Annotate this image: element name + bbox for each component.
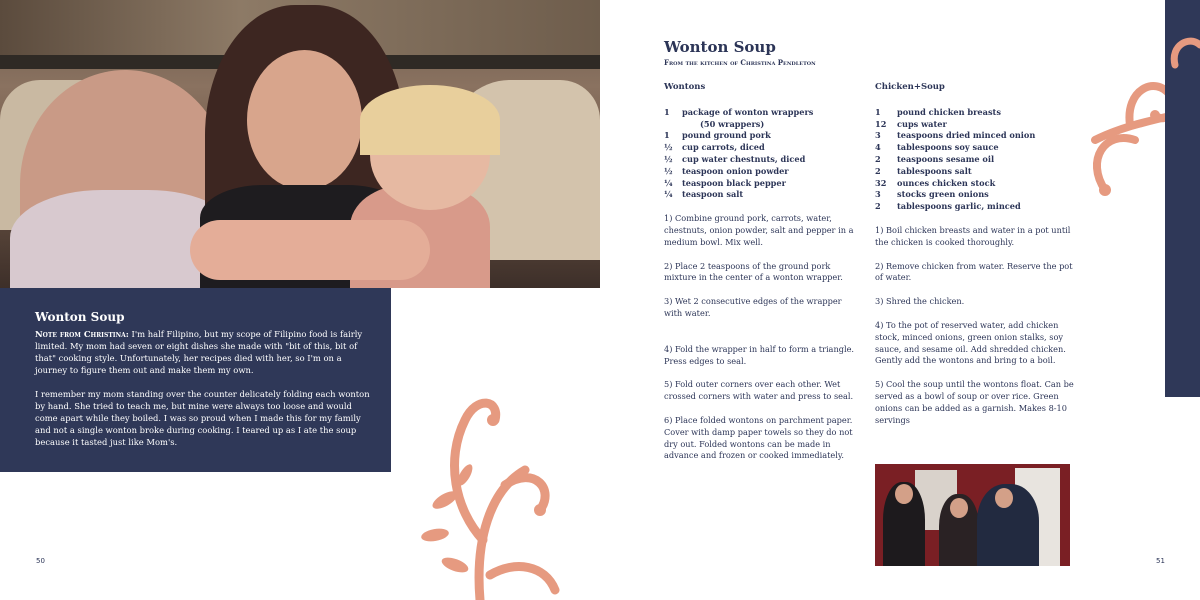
ingredient-row: 2 tablespoons garlic, minced: [875, 201, 1021, 212]
ingredient-row: 1 package of wonton wrappers: [664, 106, 814, 117]
soup-steps: [875, 225, 1075, 426]
ingredient-row: ¼ teaspoon black pepper: [664, 177, 786, 188]
soup-ingredients: [875, 107, 1075, 213]
wontons-column: [664, 82, 858, 474]
wonton-step: 2) Place 2 teaspoons of the ground pork mixture in the center of a wonton wrapper.: [664, 260, 843, 283]
ingredient-row: ½ teaspoon onion powder: [664, 165, 789, 176]
soup-step: 4) To the pot of reserved water, add chicken stock, minced onions, green onion stalks, soy sauce, and sesame oil. Add shredded chicken. Gently add the wontons and bring to a boil.: [875, 319, 1066, 366]
wontons-steps: [664, 213, 858, 462]
soup-step: 1) Boil chicken breasts and water in a pot until the chicken is cooked thoroughly.: [875, 224, 1071, 247]
note-body: [35, 328, 375, 460]
ingredient-row: 1 pound ground pork: [664, 130, 771, 141]
right-page: [600, 0, 1200, 600]
wonton-step: 3) Wet 2 consecutive edges of the wrapper with water.: [664, 296, 842, 318]
ingredient-row: (50 wrappers): [700, 118, 765, 129]
ingredient-row: 12 cups water: [875, 118, 947, 129]
ingredient-row: ½ cup water chestnuts, diced: [664, 153, 806, 164]
note-title: Wonton Soup: [35, 310, 125, 324]
wonton-step: 1) Combine ground pork, carrots, water, chestnuts, onion powder, salt and pepper in a medium bowl. Mix well.: [664, 213, 854, 247]
wonton-step: 4) Fold the wrapper in half to form a triangle. Press edges to seal.: [664, 343, 855, 366]
soup-step: 3) Shred the chicken.: [875, 296, 965, 307]
ingredient-row: 3 teaspoons dried minced onion: [875, 130, 1036, 141]
wonton-step: 5) Fold outer corners over each other. Wet crossed corners with water and press to seal.: [664, 379, 854, 402]
page-number-left: 50: [36, 557, 45, 565]
decorative-bar: [1165, 0, 1200, 397]
family-photo-small: [875, 464, 1070, 566]
note-lead: Note from Christina:: [35, 329, 129, 339]
ingredient-row: ½ cup carrots, diced: [664, 142, 765, 153]
ingredient-row: 4 tablespoons soy sauce: [875, 142, 999, 153]
wontons-ingredients: [664, 107, 858, 201]
note-paragraph-2: I remember my mom standing over the counter delicately folding each wonton by hand. She tried to teach me, but mine were always too loose and would come apart while they boiled. I was so proud when I made this for my family and not a single wonton broke during cooking. I teared up as I ate the soup because it tasted just like Mom's.: [35, 389, 370, 447]
family-photo: [0, 0, 600, 288]
ingredient-row: 2 tablespoons salt: [875, 165, 972, 176]
soup-column: [875, 82, 1075, 438]
ingredient-row: 32 ounces chicken stock: [875, 177, 996, 188]
wonton-step: 6) Place folded wontons on parchment paper. Cover with damp paper towels so they do not dry out. Folded wontons can be made in advance and frozen or cooked immediately.: [664, 414, 853, 461]
ingredient-row: 1 pound chicken breasts: [875, 106, 1001, 117]
note-block: [0, 288, 391, 472]
flourish-on-bar: [1165, 25, 1200, 85]
recipe-subtitle: From the kitchen of Christina Pendleton: [664, 58, 816, 67]
ingredient-row: 3 stocks green onions: [875, 189, 989, 200]
page-number-right: 51: [1156, 557, 1165, 565]
flourish-decoration-left: [405, 360, 575, 600]
note-paragraph-1: [35, 328, 375, 376]
recipe-title: Wonton Soup: [664, 38, 776, 56]
ingredient-row: ¼ teaspoon salt: [664, 189, 744, 200]
ingredient-row: 2 teaspoons sesame oil: [875, 153, 995, 164]
soup-step: 2) Remove chicken from water. Reserve the pot of water.: [875, 260, 1073, 283]
soup-step: 5) Cool the soup until the wontons float. Can be served as a bowl of soup or over rice. Green onions can be added as a garnish. Makes 8-10 servings: [875, 379, 1074, 425]
wontons-heading: Wontons: [664, 82, 706, 92]
soup-heading: Chicken+Soup: [875, 82, 945, 92]
note-paragraph-1-text: I'm half Filipino, but my scope of Filipino food is fairly limited. My mom had seven or eight dishes she made with "bit of this, bit of that" cooking style. Unfortunately, her recipes died with her, so I'm on a journey to figure them out and make them my own.: [35, 329, 363, 375]
